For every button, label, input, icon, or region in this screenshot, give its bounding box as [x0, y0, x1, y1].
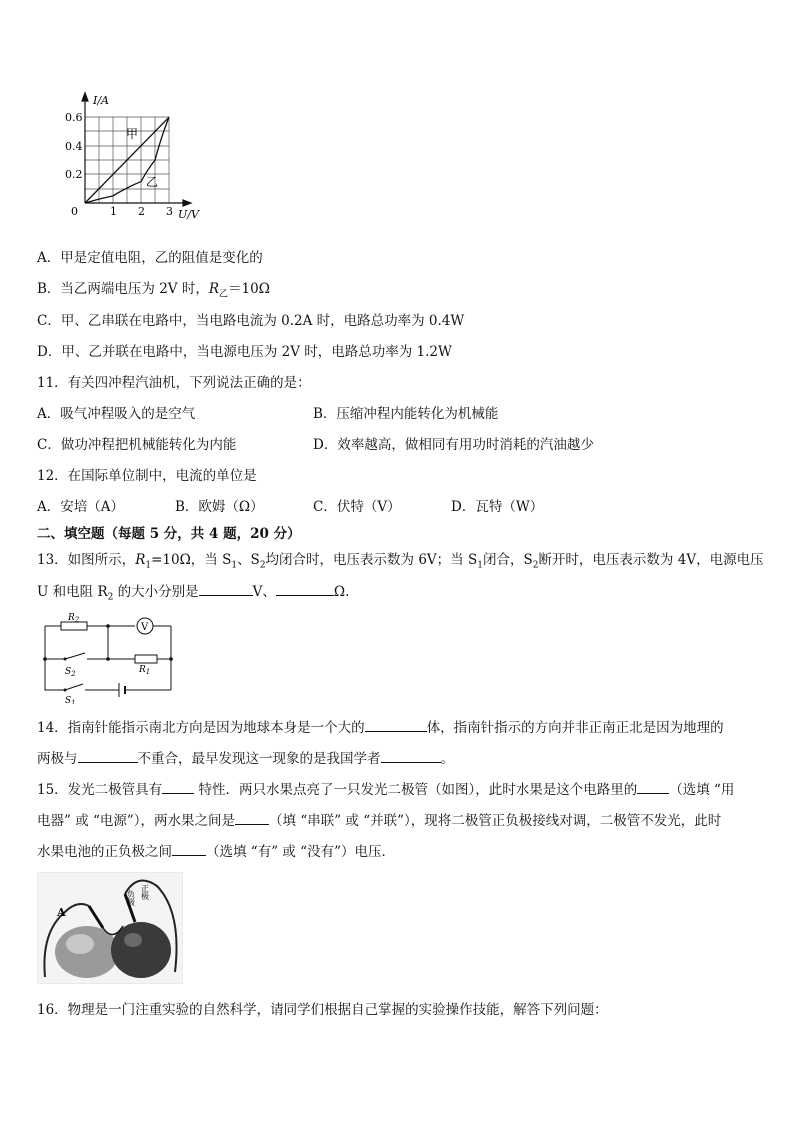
q13-sub: 2: [107, 592, 114, 603]
q10-option-b-var: R: [208, 281, 220, 297]
q11-stem: 11．有关四冲程汽油机，下列说法正确的是：: [37, 375, 311, 391]
photo-label-negative: 负极: [126, 890, 136, 906]
q13-text: =10Ω，当 S: [151, 552, 232, 568]
q10-option-c: C．甲、乙串联在电路中，当电路电流为 0.2A 时，电路总功率为 0.4W: [37, 313, 465, 329]
q15-text: （填 “串联” 或 “并联”），现将二极管正负极接线对调，二极管不发光，此时: [269, 813, 722, 829]
q13-answer-blank-resistance[interactable]: [276, 581, 334, 596]
circuit-diagram: [35, 612, 185, 704]
q12-option-d: D．瓦特（W）: [451, 499, 544, 515]
section-title: 二、填空题（每题 5 分，共 4 题，20 分）: [37, 526, 301, 542]
q14-text: 不重合，最早发现这一现象的是我国学者: [137, 751, 381, 767]
y-tick-04: 0.4: [65, 140, 83, 153]
circuit-label-s2: $S_2$: [65, 667, 76, 678]
x-axis-label: U/V: [178, 208, 199, 220]
q11-option-b: B．压缩冲程内能转化为机械能: [313, 406, 499, 422]
q15-line1: [37, 779, 734, 800]
q13-text: 均闭合时，电压表示数为 6V；当 S: [265, 552, 478, 568]
curve-label-yi: 乙: [146, 175, 159, 189]
q15-answer-blank-1[interactable]: [162, 779, 194, 794]
q16-stem: 16．物理是一门注重实验的自然科学，请同学们根据自己掌握的实验操作技能，解答下列问题：: [37, 1002, 608, 1018]
q15-answer-blank-2[interactable]: [637, 779, 669, 794]
q14-text: 14．指南针能指示南北方向是因为地球本身是一个大的: [37, 720, 365, 736]
q15-text: 水果电池的正负极之间: [37, 844, 172, 860]
circuit-label-r1: $R_1$: [139, 665, 151, 676]
q15-line2: [37, 810, 721, 831]
q13-sub: 2: [532, 560, 539, 571]
q14-text: 体，指南针指示的方向并非正南正北是因为地理的: [426, 720, 724, 736]
q12-option-a: A．安培（A）: [37, 499, 124, 515]
circuit-label-v: V: [141, 622, 149, 633]
q13-text: Ω.: [333, 584, 350, 600]
q14-answer-blank-2[interactable]: [78, 748, 138, 763]
x-tick-1: 1: [110, 205, 117, 218]
q15-text: （选填 “用: [669, 782, 735, 798]
q13-text: 13．如图所示，: [37, 552, 136, 568]
q13-sub: 2: [259, 560, 266, 571]
q10-option-b: [37, 279, 270, 305]
q14-text: 两极与: [37, 751, 78, 767]
q15-text: （选填 “有” 或 “没有”）电压．: [206, 844, 395, 860]
q12-option-c: C．伏特（V）: [313, 499, 401, 515]
q12-stem: 12．在国际单位制中，电流的单位是: [37, 468, 257, 484]
q10-option-b-pre: B．当乙两端电压为 2V 时，: [37, 281, 209, 297]
q13-text: 、S: [237, 552, 260, 568]
q13-text: V、: [252, 584, 276, 600]
x-tick-3: 3: [166, 205, 173, 218]
q14-line2: [37, 748, 454, 769]
origin-label: 0: [71, 205, 78, 218]
q13-r-var: R: [135, 552, 146, 568]
fruit-battery-photo: [37, 872, 183, 984]
photo-label-positive: 正极: [140, 884, 150, 900]
q11-option-a: A．吸气冲程吸入的是空气: [37, 406, 196, 422]
q13-sub: 1: [477, 560, 483, 571]
q10-option-d: D．甲、乙并联在电路中，当电源电压为 2V 时，电路总功率为 1.2W: [37, 344, 452, 360]
photo-label-a: A: [57, 906, 66, 919]
q14-line1: [37, 717, 724, 738]
circuit-label-r2: $R_2$: [68, 613, 80, 624]
q15-text: 特性．两只水果点亮了一只发光二极管（如图），此时水果是这个电路里的: [194, 782, 638, 798]
y-axis-label: I/A: [93, 94, 109, 107]
q15-line3: [37, 841, 395, 862]
q14-answer-blank-1[interactable]: [365, 717, 427, 732]
y-tick-06: 0.6: [65, 111, 83, 124]
q13-text: 的大小分别是: [113, 584, 199, 600]
q13-sub: 1: [145, 560, 152, 571]
q13-text: 断开时，电压表示数为 4V，电源电压: [538, 552, 764, 568]
q15-text: 电器” 或 “电源”），两水果之间是: [37, 813, 236, 829]
q13-text: U 和电阻 R: [37, 584, 108, 600]
x-tick-2: 2: [138, 205, 145, 218]
q11-option-d: D．效率越高，做相同有用功时消耗的汽油越少: [313, 437, 594, 453]
q15-text: 15．发光二极管具有: [37, 782, 163, 798]
q13-line2: [37, 581, 349, 608]
q13-text: 闭合，S: [482, 552, 533, 568]
q14-text: 。: [440, 751, 454, 767]
q13-line1: [37, 550, 764, 576]
q13-sub: 1: [231, 560, 238, 571]
q10-option-b-post: ＝10Ω: [228, 281, 270, 297]
curve-label-jia: 甲: [126, 127, 139, 141]
q15-answer-blank-4[interactable]: [172, 841, 206, 856]
q10-option-b-sub: 乙: [219, 289, 229, 300]
circuit-label-s1: $S_1$: [65, 696, 76, 704]
q10-option-a: A．甲是定值电阻，乙的阻值是变化的: [37, 250, 263, 266]
q13-answer-blank-voltage[interactable]: [199, 581, 253, 596]
q14-answer-blank-3[interactable]: [381, 748, 441, 763]
q12-option-b: B．欧姆（Ω）: [175, 499, 264, 515]
y-tick-02: 0.2: [65, 168, 83, 181]
q15-answer-blank-3[interactable]: [235, 810, 269, 825]
iu-graph: [60, 90, 200, 220]
q11-option-c: C．做功冲程把机械能转化为内能: [37, 437, 237, 453]
